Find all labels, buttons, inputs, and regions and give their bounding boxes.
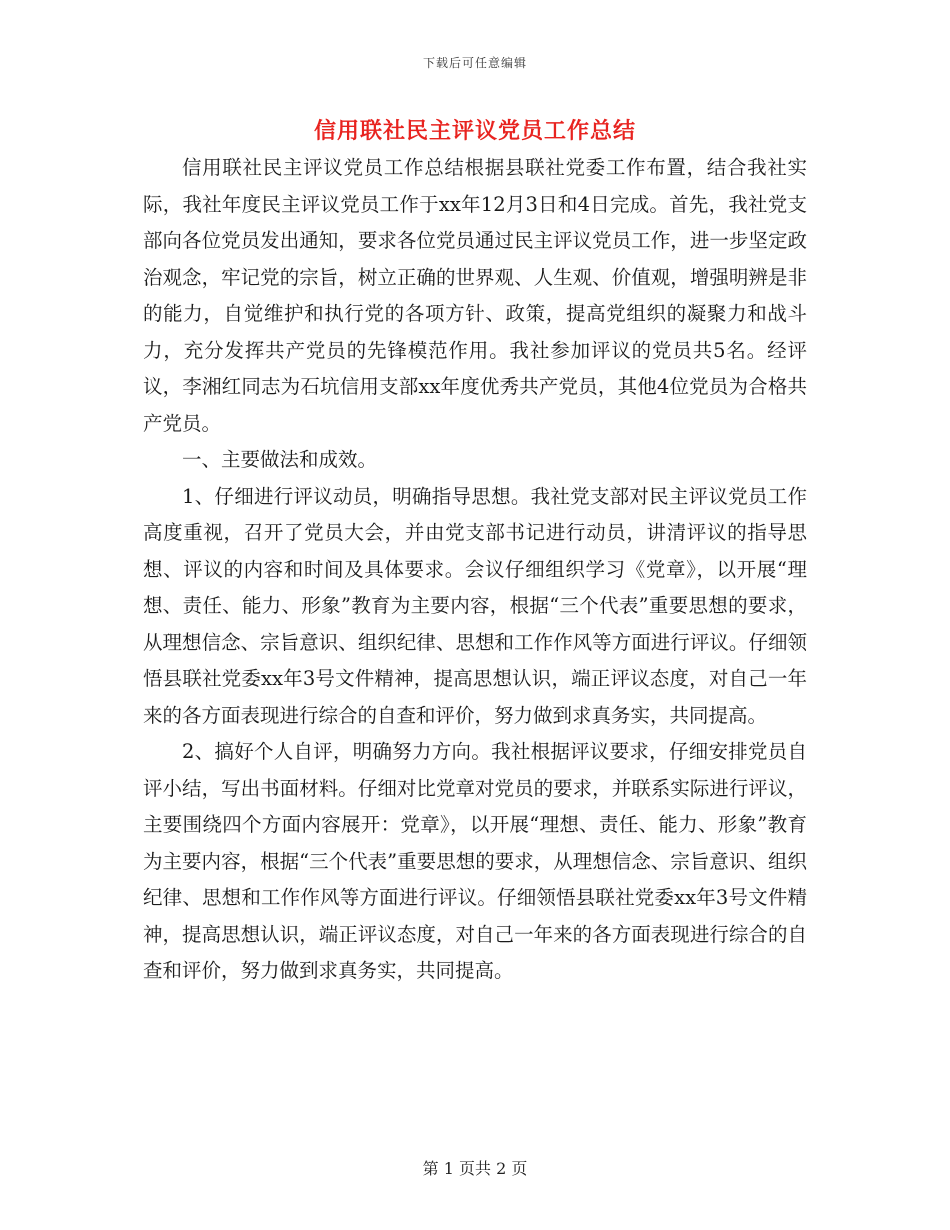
document-body	[143, 150, 807, 990]
header-note: 下载后可任意编辑	[422, 56, 527, 70]
paragraph-point-2: 2、搞好个人自评，明确努力方向。我社根据评议要求，仔细安排党员自评小结，写出书面材料。仔细对比党章对党员的要求，并联系实际进行评议，主要围绕四个方面内容展开：党章》，以开展“理想、责任、能力、形象”教育为主要内容，根据“三个代表”重要思想的要求，从理想信念、宗旨意识、组织纪律、思想和工作作风等方面进行评议。仔细领悟县联社党委xx年3号文件精神，提高思想认识，端正评议态度，对自己一年来的各方面表现进行综合的自查和评价，努力做到求真务实，共同提高。	[143, 740, 807, 982]
page-footer: 第 1 页共 2 页	[422, 1159, 528, 1178]
paragraph-section-heading: 一、主要做法和成效。	[182, 448, 378, 471]
document-title: 信用联社民主评议党员工作总结	[313, 118, 636, 144]
paragraph-intro: 信用联社民主评议党员工作总结根据县联社党委工作布置，结合我社实际，我社年度民主评议党员工作于xx年12月3日和4日完成。首先，我社党支部向各位党员发出通知，要求各位党员通过民主评议党员工作，进一步坚定政治观念，牢记党的宗旨，树立正确的世界观、人生观、价值观，增强明辨是非的能力，自觉维护和执行党的各项方针、政策，提高党组织的凝聚力和战斗力，充分发挥共产党员的先锋模范作用。我社参加评议的党员共5名。经评议，李湘红同志为石坑信用支部xx年度优秀共产党员，其他4位党员为合格共产党员。	[143, 156, 807, 435]
paragraph-point-1: 1、仔细进行评议动员，明确指导思想。我社党支部对民主评议党员工作高度重视，召开了党员大会，并由党支部书记进行动员，讲清评议的指导思想、评议的内容和时间及具体要求。会议仔细组织学习《党章》，以开展“理想、责任、能力、形象”教育为主要内容，根据“三个代表”重要思想的要求，从理想信念、宗旨意识、组织纪律、思想和工作作风等方面进行评议。仔细领悟县联社党委xx年3号文件精神，提高思想认识，端正评议态度，对自己一年来的各方面表现进行综合的自查和评价，努力做到求真务实，共同提高。	[143, 484, 807, 727]
